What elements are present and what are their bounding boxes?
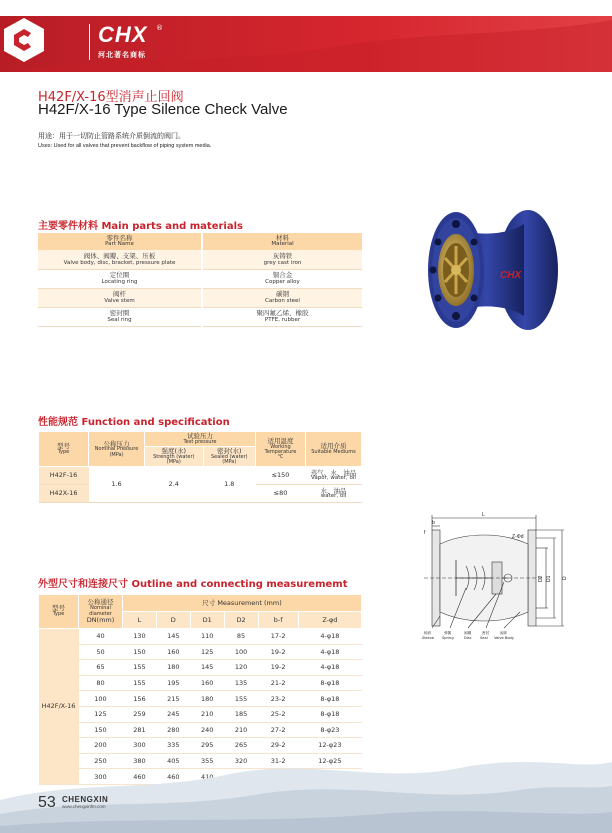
table-cell: 280 [156, 722, 190, 738]
table-cell: 145 [156, 629, 190, 645]
header-col: D [156, 612, 190, 629]
table-cell: 210 [224, 722, 258, 738]
header-col: b-f [258, 612, 298, 629]
header-working-temperature: 适用温度 Working Temperature ℃ [256, 432, 306, 467]
table-row: H42F-16 1.6 2.4 1.8 ≤150 蒸气、水、油品 Vapor, water, oil [39, 467, 362, 485]
header-suitable-mediums: 适用介质 Suitable Mediums [306, 432, 362, 467]
dim-d2: D2 [538, 575, 544, 582]
spec-table [38, 431, 362, 503]
table-cell: 8-φ18 [298, 675, 361, 691]
table-row [39, 644, 362, 660]
table-cell: 295 [190, 738, 224, 754]
table-row [39, 629, 362, 645]
table-cell: 25-2 [258, 706, 298, 722]
part-label-en: Spring [442, 636, 454, 640]
table-cell: 120 [224, 660, 258, 676]
table-cell: 27-2 [258, 722, 298, 738]
header-sealed: 密封(水) Sealed (water) (MPa) [203, 447, 255, 467]
table-cell: 185 [224, 706, 258, 722]
table-row [39, 691, 362, 707]
part-label-cn: 阀瓣 [464, 631, 472, 635]
table-row: 定位圈 Locating ring 铜合金 Copper alloy [38, 269, 362, 288]
table-cell: 380 [123, 753, 157, 769]
model-cell: H42F/X-16 [39, 629, 79, 785]
header-col: D1 [190, 612, 224, 629]
table-cell: 150 [123, 644, 157, 660]
table-cell: 200 [79, 738, 123, 754]
table-cell: 4-φ18 [298, 629, 361, 645]
table-cell: 150 [79, 722, 123, 738]
table-row: H42X-16 ≤80 水、油品 water, oil [39, 485, 362, 503]
table-cell: 160 [156, 644, 190, 660]
product-title-cn: H42F/X-16型消声止回阀 [38, 90, 184, 105]
table-cell: 240 [190, 722, 224, 738]
table-header-row [38, 233, 362, 250]
dim-d: D [562, 576, 568, 580]
header-col: Z-φd [298, 612, 361, 629]
table-row [39, 722, 362, 738]
table-cell: 4-φ18 [298, 660, 361, 676]
part-label-en: Sleeve [422, 636, 435, 640]
table-cell: 156 [123, 691, 157, 707]
table-cell: 180 [190, 691, 224, 707]
table-cell: 80 [79, 675, 123, 691]
header-type: 型号 Type [39, 432, 89, 467]
dim-b: b [432, 520, 435, 526]
table-cell: 300 [123, 738, 157, 754]
chx-logo-icon [0, 16, 48, 64]
header-test-pressure: 试验压力 Test pressure [145, 432, 256, 447]
materials-heading: 主要零件材料 Main parts and materials [38, 221, 243, 232]
materials-table [38, 233, 362, 327]
header-measurement: 尺寸 Measurement (mm) [123, 595, 362, 612]
table-cell: 265 [224, 738, 258, 754]
table-cell: 155 [224, 691, 258, 707]
table-cell: 180 [156, 660, 190, 676]
table-row: 阀杆 Valve stem 碳钢 Carbon steel [38, 288, 362, 307]
table-cell: 12-φ23 [298, 738, 361, 754]
table-row [39, 660, 362, 676]
brand-logo-text: CHX [98, 22, 148, 47]
footer-brand: CHENGXIN [62, 795, 109, 804]
footer-website: www.chengxinfm.com [62, 804, 106, 809]
dim-l: L [482, 512, 485, 518]
table-cell: 8-φ18 [298, 706, 361, 722]
part-label-en: Valve Body [494, 636, 514, 640]
table-cell: 50 [79, 644, 123, 660]
table-cell: 29-2 [258, 738, 298, 754]
header-strength: 强度(水) Strength (water) (MPa) [145, 447, 204, 467]
table-cell: 40 [79, 629, 123, 645]
header-banner [0, 16, 612, 72]
page-number: 53 [38, 794, 56, 811]
header-red-band [0, 16, 612, 72]
table-cell: 210 [190, 706, 224, 722]
table-cell: 100 [224, 644, 258, 660]
table-cell: 125 [190, 644, 224, 660]
table-cell: 4-φ18 [298, 644, 361, 660]
table-cell: 65 [79, 660, 123, 676]
part-label-cn: 密封 [482, 631, 490, 635]
table-cell: 259 [123, 706, 157, 722]
table-cell: 320 [224, 753, 258, 769]
table-cell: 130 [123, 629, 157, 645]
table-cell: 23-2 [258, 691, 298, 707]
logo-divider [89, 24, 90, 60]
table-cell: 460 [123, 769, 157, 785]
valve-section-drawing [396, 508, 596, 642]
header-nominal-pressure: 公称压力 Nominal Pressure (MPa) [89, 432, 145, 467]
table-cell: 300 [79, 769, 123, 785]
header-type: 型号 Type [39, 595, 79, 629]
usage-cn: 用途：用于一切防止管路系统介质倒流的阀门。 [38, 132, 185, 140]
header-col: D2 [224, 612, 258, 629]
header-material: 材料 Material [202, 233, 362, 250]
table-cell: 21-2 [258, 675, 298, 691]
table-cell: 160 [190, 675, 224, 691]
table-cell: 19-2 [258, 644, 298, 660]
table-cell: 155 [123, 675, 157, 691]
footer-landscape [0, 740, 612, 833]
header-col: L [123, 612, 157, 629]
table-cell: 100 [79, 691, 123, 707]
table-cell: 410 [190, 769, 224, 785]
table-cell: 8-φ18 [298, 691, 361, 707]
table-cell: 355 [190, 753, 224, 769]
table-cell: 405 [156, 753, 190, 769]
silence-check-valve-image [416, 206, 568, 334]
part-label-en: Seal [480, 636, 488, 640]
table-cell: 145 [190, 660, 224, 676]
dim-z: Z-Φd [512, 534, 524, 540]
table-cell: 135 [224, 675, 258, 691]
table-cell: 460 [156, 769, 190, 785]
header-nominal-diameter: 公称通径 Nominal diameter DN(mm) [79, 595, 123, 629]
part-label-cn: 轴套 [424, 631, 432, 635]
table-cell: 195 [156, 675, 190, 691]
table-cell: 245 [156, 706, 190, 722]
valve-logo-mark: CHX [500, 270, 522, 281]
dimensions-heading: 外型尺寸和连接尺寸 Outline and connecting measurememt [38, 579, 348, 590]
table-cell: 125 [79, 706, 123, 722]
table-cell: 17-2 [258, 629, 298, 645]
table-cell: 19-2 [258, 660, 298, 676]
table-cell: 31-2 [258, 753, 298, 769]
part-label-cn: 弹簧 [444, 631, 452, 635]
table-cell: 12-φ25 [298, 753, 361, 769]
brand-tagline: 河北著名商标 [98, 51, 146, 59]
table-cell: 281 [123, 722, 157, 738]
table-row [39, 675, 362, 691]
table-cell: 250 [79, 753, 123, 769]
spec-heading: 性能规范 Function and specification [38, 417, 230, 428]
registered-mark: ® [156, 24, 163, 32]
product-title-en: H42F/X-16 Type Silence Check Valve [38, 101, 288, 118]
table-row [39, 706, 362, 722]
table-cell: 335 [156, 738, 190, 754]
dim-f: f [424, 530, 426, 536]
table-cell: 85 [224, 629, 258, 645]
table-cell: 215 [156, 691, 190, 707]
dim-d1: D1 [546, 575, 552, 582]
table-cell: 110 [190, 629, 224, 645]
table-cell: 155 [123, 660, 157, 676]
table-row: 阀体、阀瓣、支架、压板 Valve body, disc, bracket, pressure plate 灰铸铁 grey cast iron [38, 250, 362, 269]
table-row: 密封圈 Seal ring 聚四氟乙烯、橡胶 PTFE, rubber [38, 307, 362, 326]
part-label-en: Disc [464, 636, 472, 640]
part-label-cn: 阀体 [500, 631, 508, 635]
header-part-name: 零件名称 Part Name [38, 233, 202, 250]
table-cell: 8-φ23 [298, 722, 361, 738]
usage-en: Uses: Used for all valves that prevent backflow of piping system media. [38, 143, 212, 149]
